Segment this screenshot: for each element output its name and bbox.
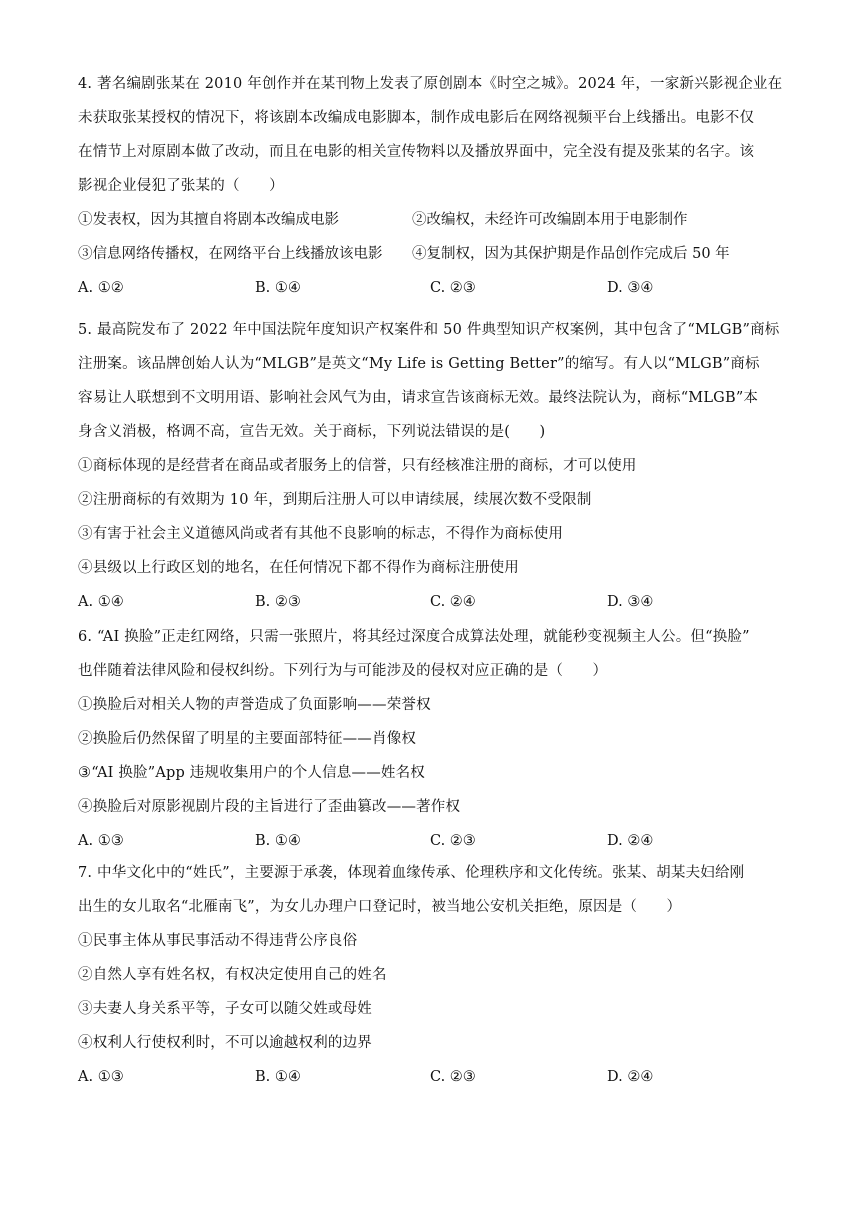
option-2: ②注册商标的有效期为 10 年，到期后注册人可以申请续展，续展次数不受限制 <box>78 492 592 508</box>
option-1: ①换脸后对相关人物的声誉造成了负面影响——荣誉权 <box>78 697 431 713</box>
choice-b[interactable]: B. ②③ <box>255 594 301 610</box>
option-2: ②改编权，未经许可改编剧本用于电影制作 <box>412 212 688 228</box>
question-6-stem-line-2: 也伴随着法律风险和侵权纠纷。下列行为与可能涉及的侵权对应正确的是（ ） <box>78 663 608 679</box>
choice-c[interactable]: C. ②③ <box>430 833 476 849</box>
choice-a[interactable]: A. ①② <box>78 280 124 296</box>
choice-a[interactable]: A. ①③ <box>78 833 124 849</box>
question-4-options-row-2 <box>78 237 782 271</box>
option-3: ③有害于社会主义道德风尚或者有其他不良影响的标志，不得作为商标使用 <box>78 526 564 542</box>
option-3: ③夫妻人身关系平等，子女可以随父姓或母姓 <box>78 1001 372 1017</box>
question-7-choices <box>78 1060 782 1094</box>
option-2: ②自然人享有姓名权，有权决定使用自己的姓名 <box>78 967 387 983</box>
option-4: ④换脸后对原影视剧片段的主旨进行了歪曲篡改——著作权 <box>78 799 461 815</box>
question-5 <box>78 313 782 619</box>
question-5-stem-line-4: 身含义消极，格调不高，宣告无效。关于商标，下列说法错误的是( ) <box>78 424 546 440</box>
question-6 <box>78 620 782 858</box>
question-4-stem-line-4: 影视企业侵犯了张某的（ ） <box>78 178 284 194</box>
question-5-stem-line-1: 5. 最高院发布了 2022 年中国法院年度知识产权案件和 50 件典型知识产权案例，其中包含了“MLGB”商标 <box>78 322 780 338</box>
choice-c[interactable]: C. ②③ <box>430 280 476 296</box>
choice-c[interactable]: C. ②③ <box>430 1069 476 1085</box>
question-7 <box>78 856 782 1094</box>
option-4: ④县级以上行政区划的地名，在任何情况下都不得作为商标注册使用 <box>78 560 519 576</box>
question-6-choices <box>78 824 782 858</box>
choice-b[interactable]: B. ①④ <box>255 280 301 296</box>
choice-d[interactable]: D. ②④ <box>607 833 654 849</box>
choice-b[interactable]: B. ①④ <box>255 1069 301 1085</box>
question-7-stem-line-1: 7. 中华文化中的“姓氏”，主要源于承袭，体现着血缘传承、伦理秩序和文化传统。张某、胡某夫妇给刚 <box>78 865 745 881</box>
option-4: ④权利人行使权利时，不可以逾越权利的边界 <box>78 1035 372 1051</box>
question-4-choices <box>78 271 782 305</box>
choice-c[interactable]: C. ②④ <box>430 594 476 610</box>
question-7-stem-line-2: 出生的女儿取名“北雁南飞”，为女儿办理户口登记时，被当地公安机关拒绝，原因是（ ） <box>78 899 682 915</box>
option-3: ③信息网络传播权，在网络平台上线播放该电影 <box>78 246 383 262</box>
option-4: ④复制权，因为其保护期是作品创作完成后 50 年 <box>412 246 730 262</box>
question-4-stem-line-2: 未获取张某授权的情况下，将该剧本改编成电影脚本，制作成电影后在网络视频平台上线播出。电影不仅 <box>78 110 755 126</box>
choice-b[interactable]: B. ①④ <box>255 833 301 849</box>
option-1: ①商标体现的是经营者在商品或者服务上的信誉，只有经核准注册的商标，才可以使用 <box>78 458 637 474</box>
question-6-stem-line-1: 6. “AI 换脸”正走红网络，只需一张照片，将其经过深度合成算法处理，就能秒变视频主人公。但“换脸” <box>78 629 750 645</box>
question-4-options-row-1 <box>78 203 782 237</box>
question-5-choices <box>78 585 782 619</box>
choice-d[interactable]: D. ②④ <box>607 1069 654 1085</box>
question-5-stem-line-3: 容易让人联想到不文明用语、影响社会风气为由，请求宣告该商标无效。最终法院认为，商标“MLGB”本 <box>78 390 759 406</box>
option-2: ②换脸后仍然保留了明星的主要面部特征——肖像权 <box>78 731 417 747</box>
question-4 <box>78 67 782 305</box>
choice-a[interactable]: A. ①④ <box>78 594 124 610</box>
choice-d[interactable]: D. ③④ <box>607 280 654 296</box>
option-1: ①发表权，因为其擅自将剧本改编成电影 <box>78 212 339 228</box>
question-4-stem-line-3: 在情节上对原剧本做了改动，而且在电影的相关宣传物料以及播放界面中，完全没有提及张某的名字。该 <box>78 144 755 160</box>
option-3: ③“AI 换脸”App 违规收集用户的个人信息——姓名权 <box>78 765 426 781</box>
option-1: ①民事主体从事民事活动不得违背公序良俗 <box>78 933 358 949</box>
question-4-stem-line-1: 4. 著名编剧张某在 2010 年创作并在某刊物上发表了原创剧本《时空之城》。2024 年，一家新兴影视企业在 <box>78 76 783 92</box>
choice-a[interactable]: A. ①③ <box>78 1069 124 1085</box>
question-5-stem-line-2: 注册案。该品牌创始人认为“MLGB”是英文“My Life is Getting Better”的缩写。有人以“MLGB”商标 <box>78 356 760 372</box>
choice-d[interactable]: D. ③④ <box>607 594 654 610</box>
